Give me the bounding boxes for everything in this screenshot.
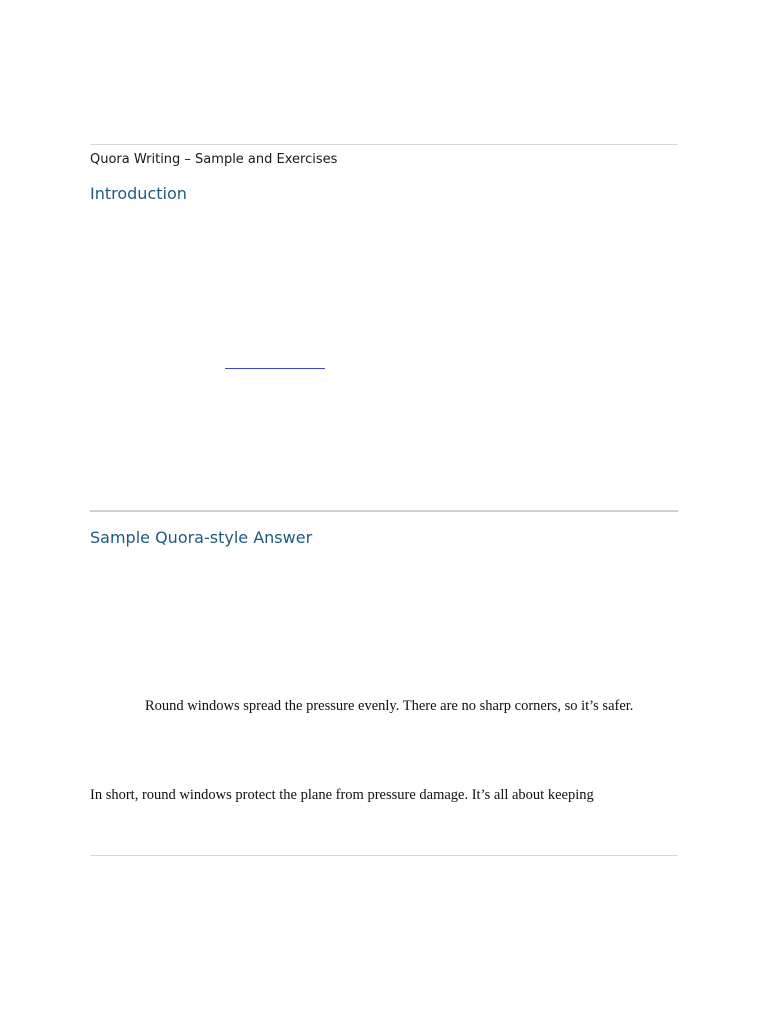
header-divider: [90, 144, 678, 145]
sample-answer-indented-line: Round windows spread the pressure evenly. There are no sharp corners, so it’s safer.: [145, 698, 634, 714]
section-divider: [90, 510, 678, 512]
hyperlink-underline[interactable]: [225, 368, 325, 369]
footer-divider: [90, 855, 678, 856]
document-header-title: Quora Writing – Sample and Exercises: [90, 152, 338, 167]
section-heading-introduction: Introduction: [90, 184, 187, 203]
sample-answer-summary-line: In short, round windows protect the plane from pressure damage. It’s all about keeping: [90, 787, 594, 803]
section-heading-sample-answer: Sample Quora-style Answer: [90, 528, 313, 547]
